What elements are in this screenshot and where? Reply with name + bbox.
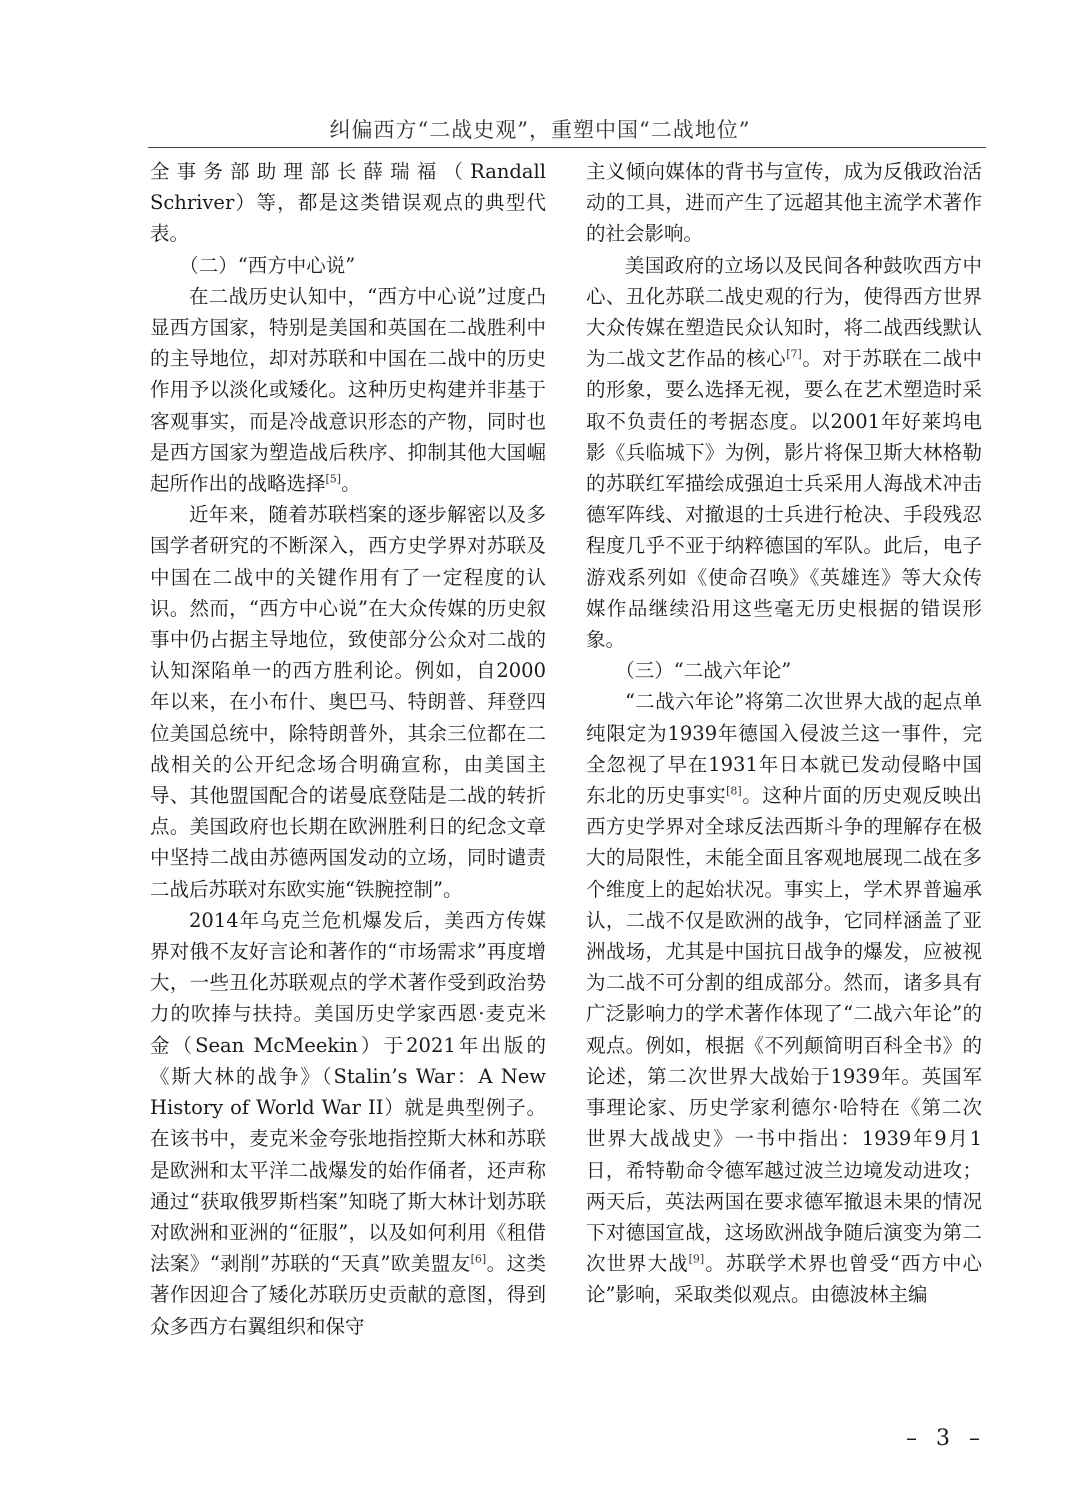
- paragraph: 在二战历史认知中，“西方中心说”过度凸显西方国家，特别是美国和英国在二战胜利中的主导地位，却对苏联和中国在二战中的历史作用予以淡化或矮化。这种历史构建并非基于客观事实，而是冷战意识形态的产物，同时也是西方国家为塑造战后秩序、抑制其他大国崛起所作出的战略选择[5]。: [150, 284, 546, 496]
- paragraph: 美国政府的立场以及民间各种鼓吹西方中心、丑化苏联二战史观的行为，使得西方世界大众传媒在塑造民众认知时，将二战西线默认为二战文艺作品的核心[7]。对于苏联在二战中的形象，要么选择无视，要么在艺术塑造时采取不负责任的考据态度。以2001年好莱坞电影《兵临城下》为例，影片将保卫斯大林格勒的苏联红军描绘成强迫士兵采用人海战术冲击德军阵线、对撤退的士兵进行枪决、手段残忍程度几乎不亚于纳粹德国的军队。此后，电子游戏系列如《使命召唤》《英雄连》等大众传媒作品继续沿用这些毫无历史根据的错误形象。: [586, 253, 982, 652]
- paragraph: “二战六年论”将第二次世界大战的起点单纯限定为1939年德国入侵波兰这一事件，完全忽视了早在1931年日本就已发动侵略中国东北的历史事实[8]。这种片面的历史观反映出西方史学界对全球反法西斯斗争的理解存在极大的局限性，未能全面且客观地展现二战在多个维度上的起始状况。事实上，学术界普遍承认，二战不仅是欧洲的战争，它同样涵盖了亚洲战场，尤其是中国抗日战争的爆发，应被视为二战不可分割的组成部分。然而，诸多具有广泛影响力的学术著作体现了“二战六年论”的观点。例如，根据《不列颠简明百科全书》的论述，第二次世界大战始于1939年。英国军事理论家、历史学家利德尔·哈特在《第二次世界大战战史》一书中指出：1939年9月1日，希特勒命令德军越过波兰边境发动进攻；两天后，英法两国在要求德军撤退未果的情况下对德国宣战，这场欧洲战争随后演变为第二次世界大战[9]。苏联学术界也曾受“西方中心论”影响，采取类似观点。由德波林主编: [586, 690, 982, 1307]
- running-title: 纠偏西方“二战史观”，重塑中国“二战地位”: [329, 118, 751, 142]
- paragraph: 近年来，随着苏联档案的逐步解密以及多国学者研究的不断深入，西方史学界对苏联及中国在二战中的关键作用有了一定程度的认识。然而，“西方中心说”在大众传媒的历史叙事中仍占据主导地位，致使部分公众对二战的认知深陷单一的西方胜利论。例如，自2000年以来，在小布什、奥巴马、特朗普、拜登四位美国总统中，除特朗普外，其余三位都在二战相关的公开纪念场合明确宣称，由美国主导、其他盟国配合的诺曼底登陆是二战的转折点。美国政府也长期在欧洲胜利日的纪念文章中坚持二战由苏德两国发动的立场，同时谴责二战后苏联对东欧实施“铁腕控制”。: [150, 503, 546, 901]
- paragraph: 全事务部助理部长薛瑞福（Randall Schriver）等，都是这类错误观点的典型代表。: [150, 160, 546, 246]
- citation-ref[interactable]: [7]: [786, 347, 802, 361]
- section-subheading: （二）“西方中心说”: [179, 253, 356, 277]
- citation-ref[interactable]: [6]: [470, 1252, 487, 1266]
- header-rule: [148, 147, 986, 148]
- paragraph: 2014年乌克兰危机爆发后，美西方传媒界对俄不友好言论和著作的“市场需求”再度增大，一些丑化苏联观点的学术著作受到政治势力的吹捧与扶持。美国历史学家西恩·麦克米金（Sean McMeekin）于2021年出版的《斯大林的战争》（Stalin’s War：A New History of World War II）就是典型例子。在该书中，麦克米金夸张地指控斯大林和苏联是欧洲和太平洋二战爆发的始作俑者，还声称通过“获取俄罗斯档案”知晓了斯大林计划苏联对欧洲和亚洲的“征服”，以及如何利用《租借法案》“剥削”苏联的“天真”欧美盟友[6]。这类著作因迎合了矮化苏联历史贡献的意图，得到众多西方右翼组织和保守: [150, 908, 546, 1338]
- citation-ref[interactable]: [5]: [325, 472, 342, 486]
- right-column: [586, 156, 982, 1311]
- section-subheading: （三）“二战六年论”: [615, 659, 792, 683]
- page-number: – 3 –: [906, 1426, 986, 1451]
- left-column: [150, 156, 546, 1342]
- paragraph: 主义倾向媒体的背书与宣传，成为反俄政治活动的工具，进而产生了远超其他主流学术著作的社会影响。: [586, 160, 982, 246]
- citation-ref[interactable]: [8]: [726, 784, 742, 798]
- citation-ref[interactable]: [9]: [688, 1252, 705, 1266]
